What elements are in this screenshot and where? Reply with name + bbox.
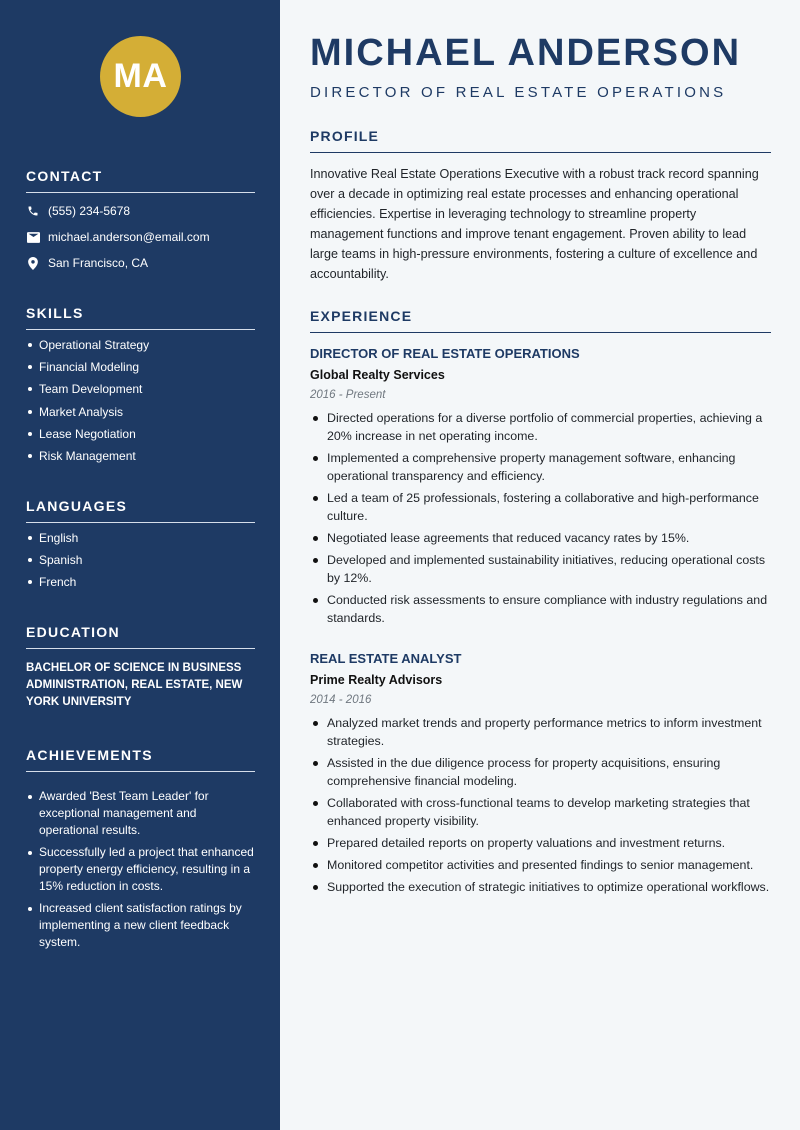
achievement-item: Awarded 'Best Team Leader' for exceptional management and operational results.: [26, 788, 255, 839]
job-bullet: Assisted in the due diligence process for property acquisitions, ensuring comprehensive financial modeling.: [310, 754, 771, 790]
job-bullet: Monitored competitor activities and presented findings to senior management.: [310, 856, 771, 874]
language-item: French: [26, 575, 255, 589]
achievements-section: [26, 747, 255, 956]
job-bullet: Prepared detailed reports on property valuations and investment returns.: [310, 834, 771, 852]
job-bullet: Negotiated lease agreements that reduced vacancy rates by 15%.: [310, 529, 771, 547]
achievement-item: Increased client satisfaction ratings by implementing a new client feedback system.: [26, 900, 255, 951]
contact-email-text: michael.anderson@email.com: [48, 230, 210, 244]
contact-location-text: San Francisco, CA: [48, 256, 149, 270]
skills-section: [26, 305, 255, 471]
languages-section: [26, 498, 255, 598]
sidebar: [0, 0, 280, 1130]
job-title: DIRECTOR OF REAL ESTATE OPERATIONS: [310, 346, 580, 361]
contact-email[interactable]: [26, 229, 255, 245]
job-bullets: [310, 409, 771, 627]
phone-icon: [26, 204, 40, 218]
job-bullet: Developed and implemented sustainability initiatives, reducing operational costs by 12%.: [310, 551, 771, 587]
job-bullet: Collaborated with cross-functional teams to develop marketing strategies that enhanced property visibility.: [310, 794, 771, 830]
job-bullets: [310, 714, 771, 896]
avatar: MA: [100, 36, 181, 117]
job-bullet: Supported the execution of strategic initiatives to optimize operational workflows.: [310, 878, 771, 896]
contact-section: [26, 168, 255, 271]
job-bullet: Led a team of 25 professionals, fostering a collaborative and high-performance culture.: [310, 489, 771, 525]
contact-phone[interactable]: [26, 203, 255, 219]
job-bullet: Implemented a comprehensive property management software, enhancing operational transparency and efficiency.: [310, 449, 771, 485]
job-bullet: Analyzed market trends and property performance metrics to inform investment strategies.: [310, 714, 771, 750]
mail-icon: [26, 230, 40, 244]
achievements-list: [26, 788, 255, 951]
skill-item: Operational Strategy: [26, 338, 255, 352]
skill-item: Team Development: [26, 382, 255, 396]
experience-title: EXPERIENCE: [310, 308, 771, 333]
job-bullet: Conducted risk assessments to ensure compliance with industry regulations and standards.: [310, 591, 771, 627]
education-title: EDUCATION: [26, 624, 255, 649]
job-dates: 2016 - Present: [310, 389, 386, 401]
profile-text: Innovative Real Estate Operations Executive with a robust track record spanning over a decade in optimizing real estate processes and enhancing operational efficiencies. Expertise in leveraging technology to streamline property management functions and improve tenant engagement. Proven ability to lead large teams in high-pressure environments, fostering a culture of excellence and accountability.: [310, 167, 759, 281]
job-dates: 2014 - 2016: [310, 694, 372, 706]
languages-list: [26, 531, 255, 589]
contact-title: CONTACT: [26, 168, 255, 193]
languages-title: LANGUAGES: [26, 498, 255, 523]
candidate-name: MICHAEL ANDERSON: [310, 32, 742, 74]
contact-location: [26, 255, 255, 271]
profile-title: PROFILE: [310, 128, 771, 153]
skill-item: Risk Management: [26, 449, 255, 463]
skill-item: Lease Negotiation: [26, 427, 255, 441]
job-entry: [310, 651, 771, 900]
job-title: REAL ESTATE ANALYST: [310, 651, 462, 666]
achievement-item: Successfully led a project that enhanced property energy efficiency, resulting in a 15% reduction in costs.: [26, 844, 255, 895]
skills-title: SKILLS: [26, 305, 255, 330]
job-entry: [310, 346, 771, 631]
contact-phone-text: (555) 234-5678: [48, 204, 131, 218]
job-bullet: Directed operations for a diverse portfolio of commercial properties, achieving a 20% increase in net operating income.: [310, 409, 771, 445]
skill-item: Financial Modeling: [26, 360, 255, 374]
language-item: English: [26, 531, 255, 545]
location-pin-icon: [26, 256, 40, 270]
skills-list: [26, 338, 255, 463]
skill-item: Market Analysis: [26, 405, 255, 419]
education-degree: BACHELOR OF SCIENCE IN BUSINESS ADMINISTRATION, REAL ESTATE, NEW YORK UNIVERSITY: [26, 662, 243, 708]
job-company: Prime Realty Advisors: [310, 673, 443, 687]
education-section: [26, 624, 255, 711]
job-company: Global Realty Services: [310, 368, 445, 382]
candidate-role: DIRECTOR OF REAL ESTATE OPERATIONS: [310, 84, 727, 101]
achievements-title: ACHIEVEMENTS: [26, 747, 255, 772]
language-item: Spanish: [26, 553, 255, 567]
